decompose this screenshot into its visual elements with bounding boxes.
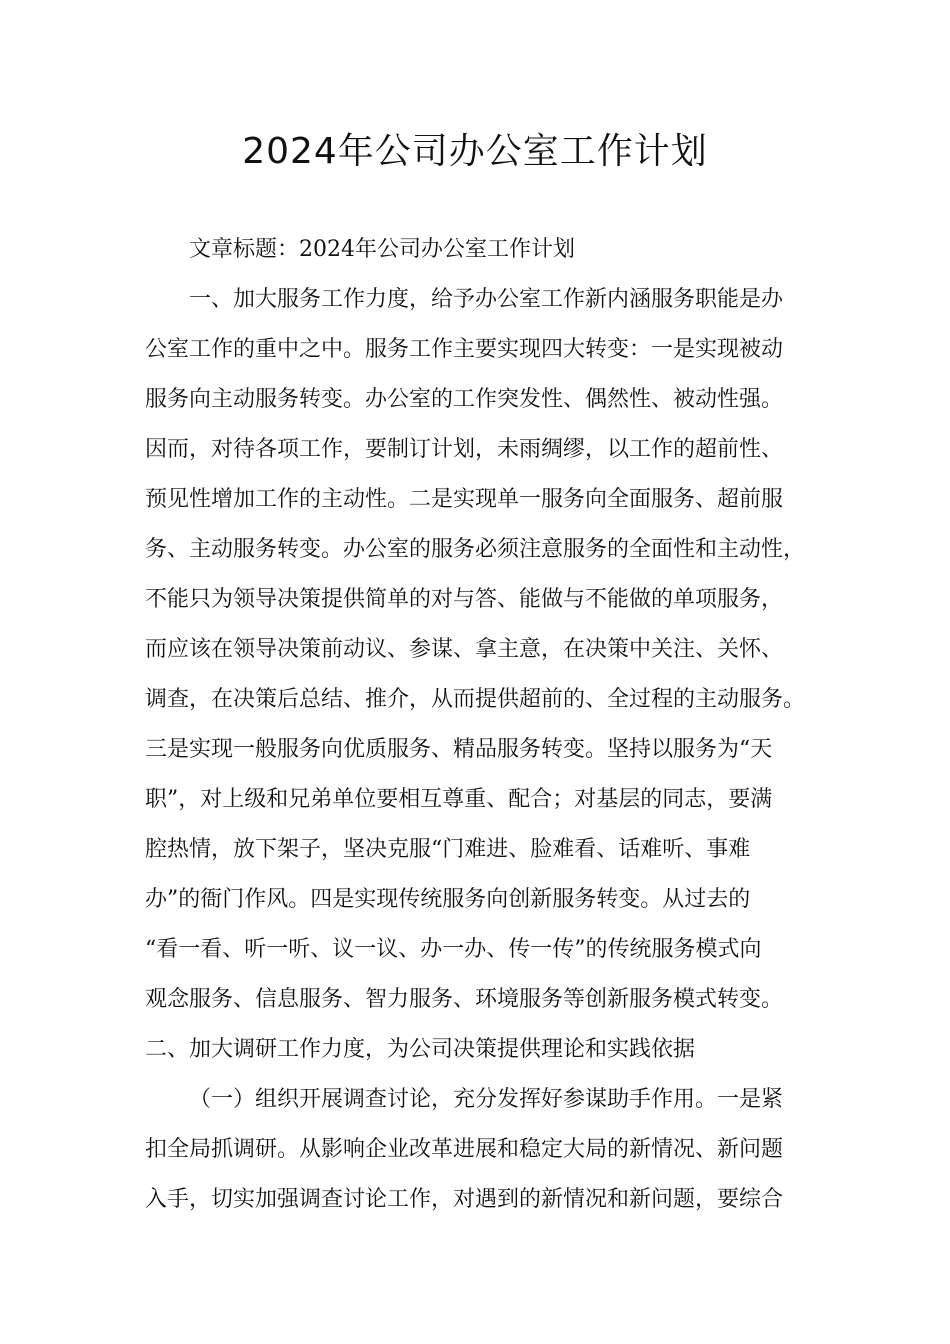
paragraph-line: “看一看、听一听、议一议、办一办、传一传”的传统服务模式向 xyxy=(145,937,762,962)
paragraph-line: 一、加大服务工作力度，给予办公室工作新内涵服务职能是办 xyxy=(189,287,784,312)
subsection-line: （一）组织开展调查讨论，充分发挥好参谋助手作用。一是紧 xyxy=(189,1087,784,1112)
paragraph-line: 办”的衙门作风。四是实现传统服务向创新服务转变。从过去的 xyxy=(145,887,751,912)
paragraph-line: 预见性增加工作的主动性。二是实现单一服务向全面服务、超前服 xyxy=(145,487,784,512)
paragraph-line: 公室工作的重中之中。服务工作主要实现四大转变：一是实现被动 xyxy=(145,337,784,362)
paragraph-line: 三是实现一般服务向优质服务、精品服务转变。坚持以服务为“天 xyxy=(145,737,773,762)
paragraph-line: 服务向主动服务转变。办公室的工作突发性、偶然性、被动性强。 xyxy=(145,387,784,412)
paragraph-line: 观念服务、信息服务、智力服务、环境服务等创新服务模式转变。 xyxy=(145,987,784,1012)
document-title: 2024年公司办公室工作计划 xyxy=(242,131,708,172)
section-heading: 二、加大调研工作力度，为公司决策提供理论和实践依据 xyxy=(145,1037,696,1062)
paragraph-line: 入手，切实加强调查讨论工作，对遇到的新情况和新问题，要综合 xyxy=(145,1187,784,1212)
paragraph-line: 不能只为领导决策提供简单的对与答、能做与不能做的单项服务， xyxy=(145,587,784,612)
paragraph-line: 职”，对上级和兄弟单位要相互尊重、配合；对基层的同志，要满 xyxy=(145,787,773,812)
paragraph-line: 务、主动服务转变。办公室的服务必须注意服务的全面性和主动性， xyxy=(145,537,806,562)
paragraph-line: 因而，对待各项工作，要制订计划，未雨绸缪，以工作的超前性、 xyxy=(145,437,784,462)
paragraph-line: 扣全局抓调研。从影响企业改革进展和稳定大局的新情况、新问题 xyxy=(145,1137,784,1162)
paragraph-line: 而应该在领导决策前动议、参谋、拿主意，在决策中关注、关怀、 xyxy=(145,637,784,662)
article-title-line: 文章标题：2024年公司办公室工作计划 xyxy=(189,237,575,262)
paragraph-line: 调查，在决策后总结、推介，从而提供超前的、全过程的主动服务。 xyxy=(145,687,806,712)
paragraph-line: 腔热情，放下架子，坚决克服“门难进、脸难看、话难听、事难 xyxy=(145,837,751,862)
